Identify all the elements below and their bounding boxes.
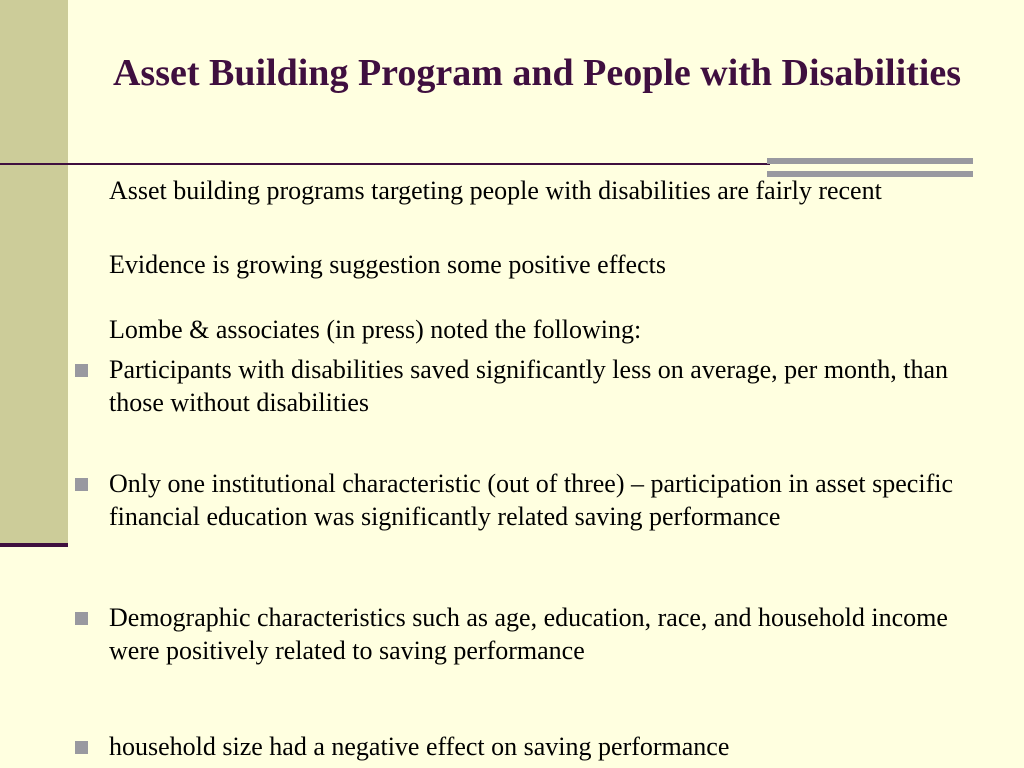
body-paragraph: Asset building programs targeting people with disabilities are fairly recent: [109, 176, 882, 205]
bullet-square-icon: [75, 478, 88, 491]
bullet-item: household size had a negative effect on saving performance: [109, 732, 730, 761]
body-paragraph: Evidence is growing suggestion some positive effects: [109, 250, 666, 279]
bullet-item: Participants with disabilities saved significantly less on average, per month, than those without disabilities: [109, 355, 949, 417]
bullet-item: Demographic characteristics such as age, education, race, and household income were positively related to saving performance: [109, 603, 948, 665]
bullet-item: Only one institutional characteristic (out of three) – participation in asset specific financial education was significantly related saving performance: [109, 469, 953, 531]
bullet-square-icon: [75, 612, 88, 625]
body-paragraph: Lombe & associates (in press) noted the following:: [109, 315, 642, 344]
bullet-square-icon: [75, 741, 88, 754]
bullet-square-icon: [75, 364, 88, 377]
slide-title: Asset Building Program and People with Disabilities: [112, 52, 962, 94]
